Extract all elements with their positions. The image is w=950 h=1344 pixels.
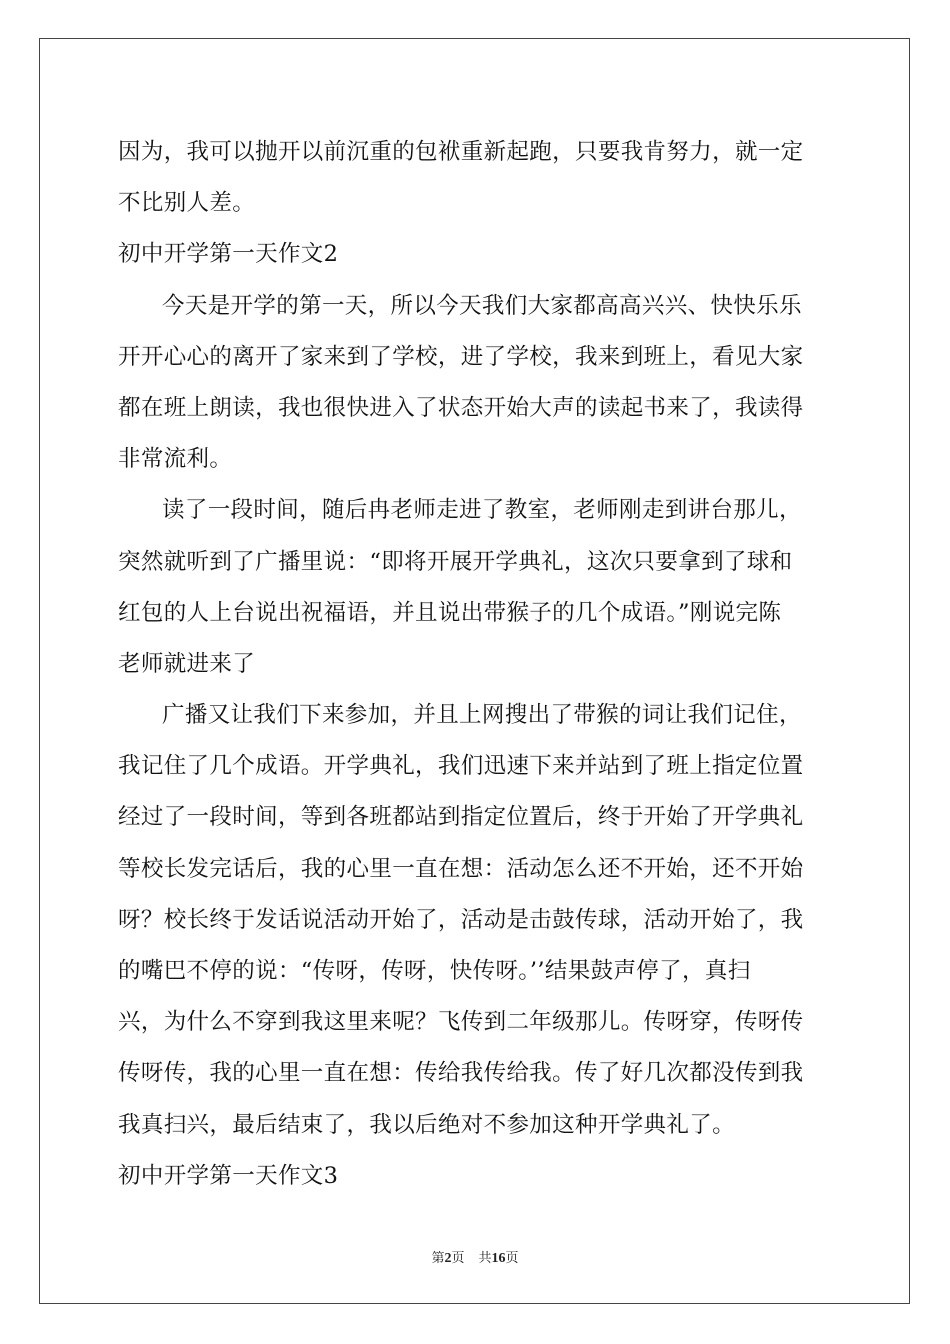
document-body bbox=[118, 127, 838, 1202]
total-pages: 16 bbox=[491, 1251, 506, 1266]
text-line: 我真扫兴，最后结束了，我以后绝对不参加这种开学典礼了。 bbox=[118, 1111, 735, 1138]
text-line: 等校长发完话后，我的心里一直在想：活动怎么还不开始，还不开始 bbox=[118, 855, 804, 882]
text-line: 我记住了几个成语。开学典礼，我们迅速下来并站到了班上指定位置 bbox=[118, 753, 804, 780]
text-line: 因为，我可以抛开以前沉重的包袱重新起跑，只要我肯努力，就一定 bbox=[118, 139, 804, 165]
text-line: 经过了一段时间，等到各班都站到指定位置后，终于开始了开学典礼 bbox=[118, 804, 804, 831]
page-prefix: 第 bbox=[431, 1251, 445, 1266]
page-footer bbox=[0, 1247, 950, 1267]
page-suffix: 页 bbox=[451, 1251, 465, 1266]
text-line: 不比别人差。 bbox=[118, 190, 256, 217]
paragraph-start: 今天是开学的第一天，所以今天我们大家都高高兴兴、快快乐乐 bbox=[162, 292, 802, 319]
text-line: 兴，为什么不穿到我这里来呢？飞传到二年级那儿。传呀穿，传呀传 bbox=[118, 1009, 804, 1036]
text-line: 突然就听到了广播里说：“即将开展开学典礼，这次只要拿到了球和 bbox=[118, 548, 793, 575]
total-suffix: 页 bbox=[505, 1251, 519, 1266]
total-prefix: 共 bbox=[478, 1251, 492, 1266]
section-heading: 初中开学第一天作文2 bbox=[118, 241, 339, 268]
text-line: 老师就进来了 bbox=[118, 650, 256, 677]
text-line: 开开心心的离开了家来到了学校，进了学校，我来到班上，看见大家 bbox=[118, 343, 804, 370]
text-line: 都在班上朗读，我也很快进入了状态开始大声的读起书来了，我读得 bbox=[118, 394, 804, 421]
text-line: 呀？校长终于发话说活动开始了，活动是击鼓传球，活动开始了，我 bbox=[118, 906, 804, 933]
text-line: 非常流利。 bbox=[118, 446, 233, 473]
paragraph-start: 读了一段时间，随后冉老师走进了教室，老师刚走到讲台那儿， bbox=[162, 497, 802, 524]
section-heading: 初中开学第一天作文3 bbox=[118, 1162, 339, 1189]
page-number: 2 bbox=[444, 1251, 452, 1266]
text-line: 的嘴巴不停的说：“传呀，传呀，快传呀。’’结果鼓声停了，真扫 bbox=[118, 958, 751, 984]
text-line: 传呀传，我的心里一直在想：传给我传给我。传了好几次都没传到我 bbox=[118, 1060, 804, 1087]
text-line: 红包的人上台说出祝福语，并且说出带猴子的几个成语。”刚说完陈 bbox=[118, 599, 782, 626]
paragraph-start: 广播又让我们下来参加，并且上网搜出了带猴的词让我们记住， bbox=[162, 702, 802, 729]
